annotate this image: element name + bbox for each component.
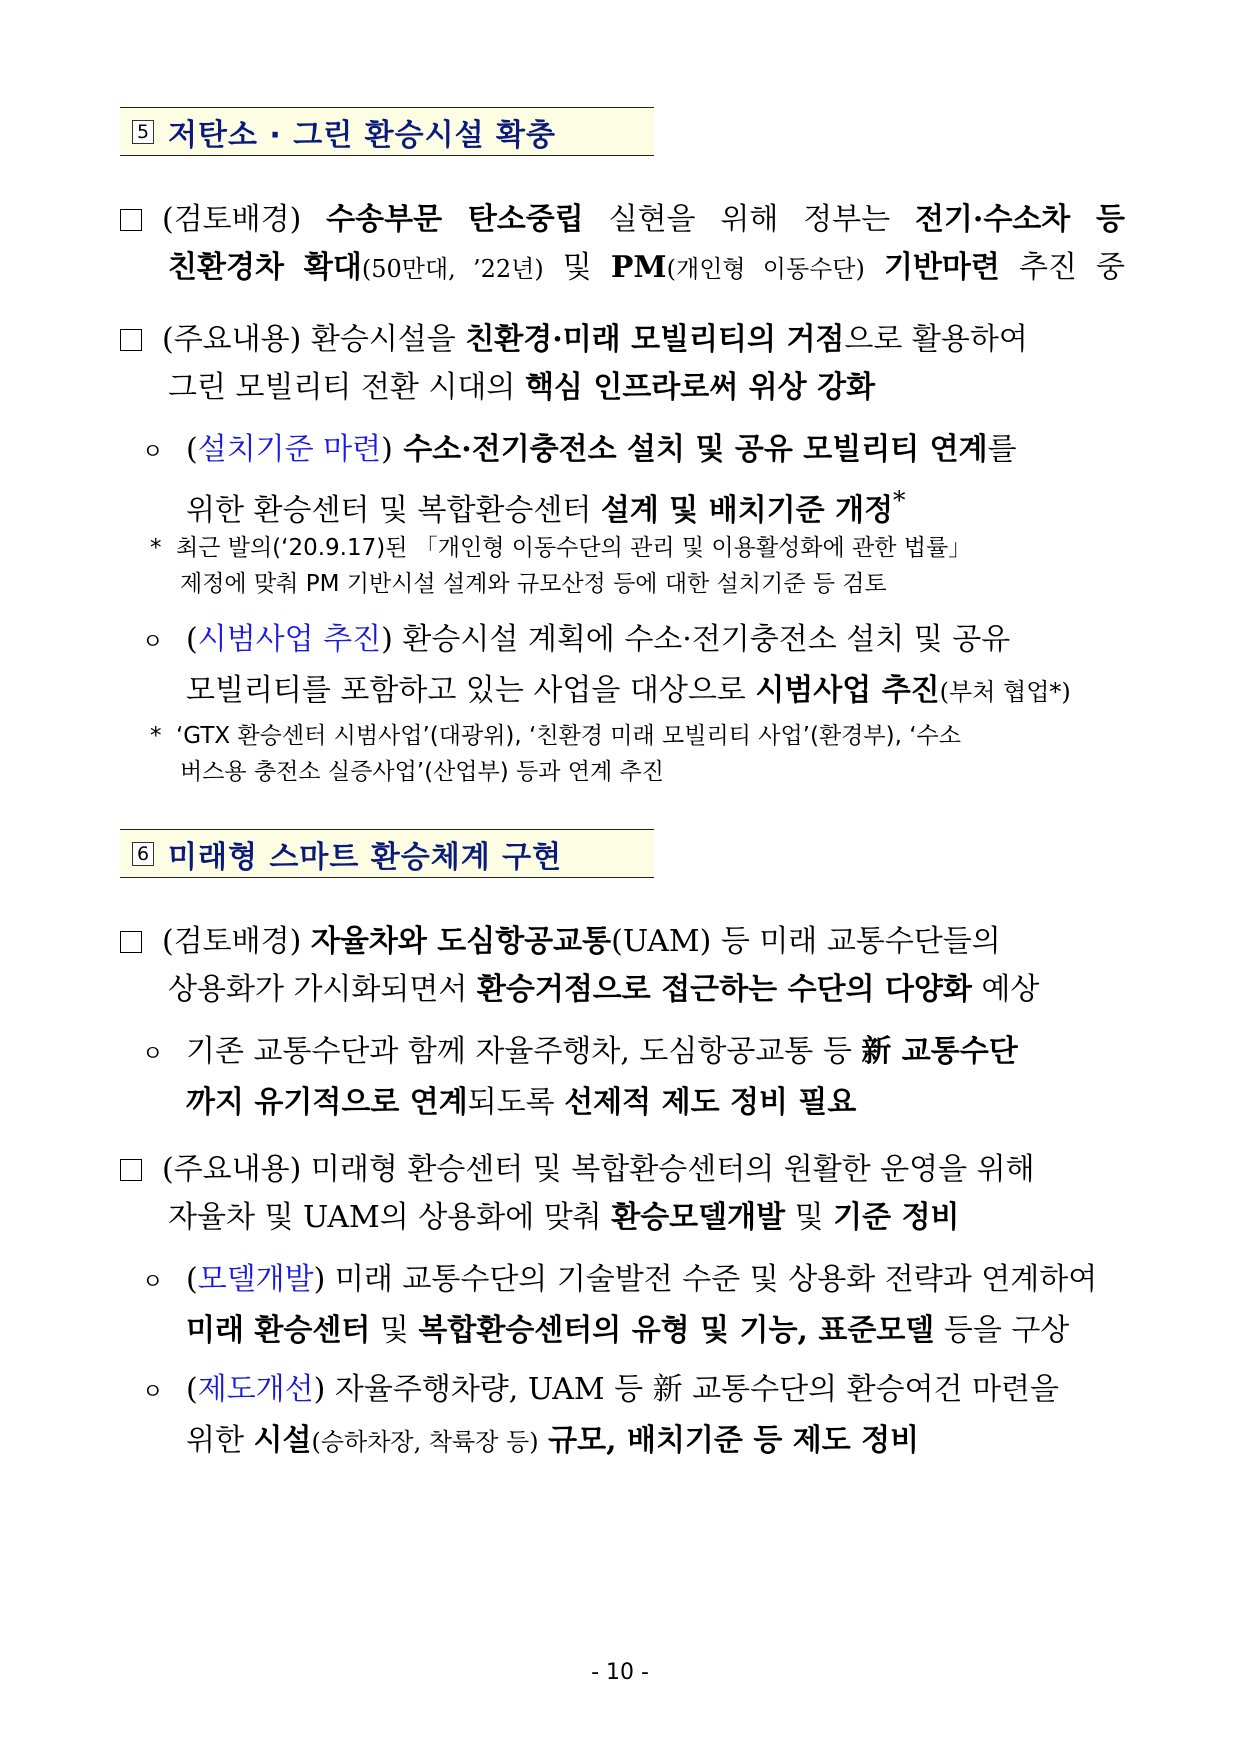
- circle-bullet-icon: ㅇ: [142, 440, 164, 465]
- paragraph-main-content: (주요내용) 환승시설을 친환경·미래 모빌리티의 거점으로 활용하여 그린 모빌리티 전환 시대의 핵심 인프라로써 위상 강화: [120, 316, 1125, 412]
- section-6-header: [120, 829, 654, 878]
- paragraph-main-content: (주요내용) 미래형 환승센터 및 복합환승센터의 원활한 운영을 위해 자율차 및 UAM의 상용화에 맞춰 환승모델개발 및 기준 정비: [120, 1146, 1125, 1242]
- section-5-header: [120, 107, 654, 156]
- item-model-development: ㅇ (모델개발) 미래 교통수단의 기술발전 수준 및 상용화 전략과 연계하여 미래 환승센터 및 복합환승센터의 유형 및 기능, 표준모델 등을 구상: [142, 1256, 1125, 1355]
- section-title: 미래형 스마트 환승체계 구현: [168, 839, 563, 875]
- item-system-improvement: ㅇ (제도개선) 자율주행차량, UAM 등 新 교통수단의 환승여건 마련을 위한 시설(승하차장, 착륙장 등) 규모, 배치기준 등 제도 정비: [142, 1366, 1125, 1466]
- asterisk-mark: *: [150, 535, 162, 561]
- section-number: 6: [132, 842, 154, 866]
- square-bullet-icon: [120, 329, 142, 351]
- circle-bullet-icon: ㅇ: [142, 1042, 164, 1067]
- circle-bullet-icon: ㅇ: [142, 630, 164, 655]
- section-number: 5: [132, 120, 154, 144]
- footnote-pilot-projects: * ‘GTX 환승센터 시범사업’(대광위), ‘친환경 미래 모빌리티 사업’(환경부), ‘수소 버스용 충전소 실증사업’(산업부) 등과 연계 추진: [150, 718, 1125, 790]
- square-bullet-icon: [120, 1159, 142, 1181]
- paragraph-review-background: (검토배경) 자율차와 도심항공교통(UAM) 등 미래 교통수단들의 상용화가 가시화되면서 환승거점으로 접근하는 수단의 다양화 예상: [120, 918, 1125, 1014]
- section-title: 저탄소 · 그린 환승시설 확충: [168, 117, 556, 153]
- item-new-transport-integration: ㅇ 기존 교통수단과 함께 자율주행차, 도심항공교통 등 新 교통수단 까지 유기적으로 연계되도록 선제적 제도 정비 필요: [142, 1028, 1125, 1127]
- asterisk-mark: *: [150, 723, 162, 749]
- page-number: - 10 -: [591, 1660, 649, 1685]
- circle-bullet-icon: ㅇ: [142, 1270, 164, 1295]
- item-installation-standard: ㅇ (설치기준 마련) 수소·전기충전소 설치 및 공유 모빌리티 연계를 위한 환승센터 및 복합환승센터 설계 및 배치기준 개정*: [142, 426, 1125, 535]
- item-pilot-project: ㅇ (시범사업 추진) 환승시설 계획에 수소·전기충전소 설치 및 공유 모빌리티를 포함하고 있는 사업을 대상으로 시범사업 추진(부처 협업*): [142, 616, 1125, 716]
- footnote-pm-law: * 최근 발의(‘20.9.17)된 「개인형 이동수단의 관리 및 이용활성화에 관한 법률」 제정에 맞춰 PM 기반시설 설계와 규모산정 등에 대한 설치기준 등 검토: [150, 530, 1125, 602]
- paragraph-review-background: (검토배경) 수송부문 탄소중립 실현을 위해 정부는 전기·수소차 등 친환경차 확대(50만대, ’22년) 및 PM(개인형 이동수단) 기반마련 추진 중: [120, 196, 1125, 293]
- square-bullet-icon: [120, 209, 142, 231]
- square-bullet-icon: [120, 931, 142, 953]
- circle-bullet-icon: ㅇ: [142, 1380, 164, 1405]
